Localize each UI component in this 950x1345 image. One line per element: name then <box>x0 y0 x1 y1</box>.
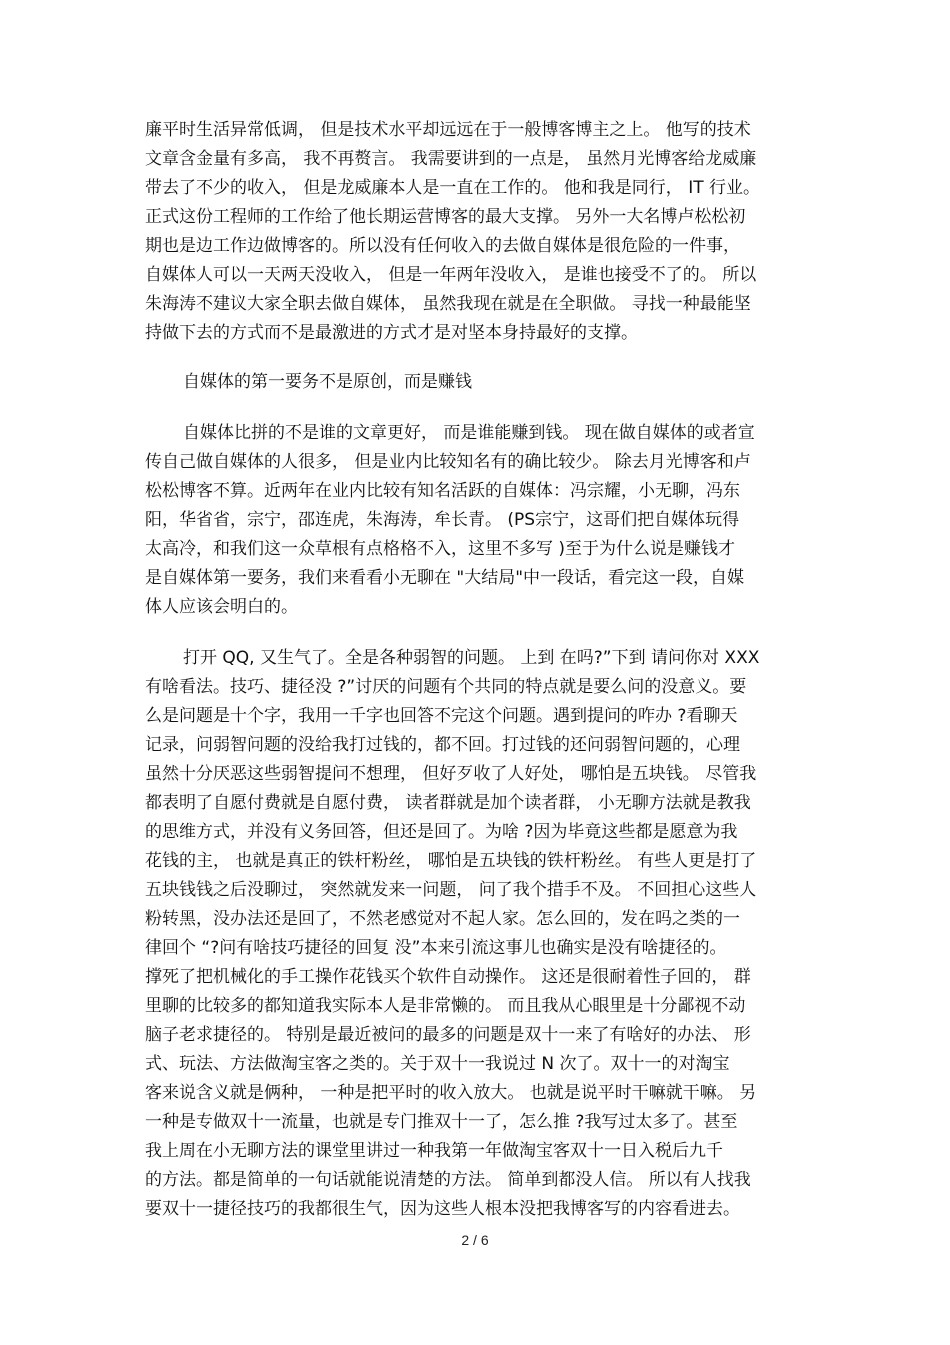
text-line: 撑死了把机械化的手工操作花钱买个软件自动操作。 这还是很耐着性子回的， 群 <box>145 967 751 987</box>
text-line: 朱海涛不建议大家全职去做自媒体， 虽然我现在就是在全职做。 寻找一种最能坚 <box>145 294 751 314</box>
text-line: 一种是专做双十一流量，也就是专门推双十一了，怎么推 ?我写过太多了。甚至 <box>145 1112 738 1132</box>
text-line: 都表明了自愿付费就是自愿付费， 读者群就是加个读者群， 小无聊方法就是教我 <box>145 793 751 813</box>
text-line: 么是问题是十个字，我用一千字也回答不完这个问题。遇到提问的咋办 ?看聊天 <box>145 706 738 726</box>
page-number: 2 / 6 <box>461 1232 489 1248</box>
text-line: 体人应该会明白的。 <box>145 597 298 617</box>
text-line: 虽然十分厌恶这些弱智提问不想理， 但好歹收了人好处， 哪怕是五块钱。 尽管我 <box>145 764 757 784</box>
section-heading: 自媒体的第一要务不是原创，而是赚钱 <box>183 372 472 392</box>
text-line: 文章含金量有多高， 我不再赘言。 我需要讲到的一点是， 虽然月光博客给龙威廉 <box>145 149 757 169</box>
text-line: 脑子老求捷径的。 特别是最近被问的最多的问题是双十一来了有啥好的办法、 形 <box>145 1025 751 1045</box>
text-line: 有啥看法。技巧、捷径没 ?”讨厌的问题有个共同的特点就是要么问的没意义。要 <box>145 677 747 697</box>
text-line: 期也是边工作边做博客的。所以没有任何收入的去做自媒体是很危险的一件事， <box>145 236 740 256</box>
text-line: 花钱的主， 也就是真正的铁杆粉丝， 哪怕是五块钱的铁杆粉丝。 有些人更是打了 <box>145 851 757 871</box>
text-line: 自媒体比拼的不是谁的文章更好， 而是谁能赚到钱。 现在做自媒体的或者宣 <box>183 423 755 443</box>
text-line: 太高冷，和我们这一众草根有点格格不入，这里不多写 )至于为什么说是赚钱才 <box>145 539 736 559</box>
text-line: 自媒体人可以一天两天没收入， 但是一年两年没收入， 是谁也接受不了的。 所以 <box>145 265 757 285</box>
text-line: 的方法。都是简单的一句话就能说清楚的方法。 简单到都没人信。 所以有人找我 <box>145 1170 751 1190</box>
text-line: 式、玩法、方法做淘宝客之类的。关于双十一我说过 N 次了。双十一的对淘宝 <box>145 1054 730 1074</box>
text-line: 打开 QQ, 又生气了。全是各种弱智的问题。 上到 在吗?”下到 请问你对 XXX <box>183 648 760 668</box>
text-line: 粉转黑，没办法还是回了，不然老感觉对不起人家。怎么回的，发在吗之类的一 <box>145 909 740 929</box>
text-line: 传自己做自媒体的人很多， 但是业内比较知名有的确比较少。 除去月光博客和卢 <box>145 452 751 472</box>
text-line: 律回个 “?问有啥技巧捷径的回复 没”本来引流这事儿也确实是没有啥捷径的。 <box>145 938 727 958</box>
text-line: 的思维方式，并没有义务回答，但还是回了。为啥 ?因为毕竟这些都是愿意为我 <box>145 822 738 842</box>
text-line: 客来说含义就是俩种， 一种是把平时的收入放大。 也就是说平时干嘛就干嘛。 另 <box>145 1083 757 1103</box>
text-line: 持做下去的方式而不是最激进的方式才是对坚本身持最好的支撑。 <box>145 323 638 343</box>
text-line: 里聊的比较多的都知道我实际本人是非常懒的。 而且我从心眼里是十分鄙视不动 <box>145 996 746 1016</box>
text-line: 五块钱钱之后没聊过， 突然就发来一问题， 问了我个措手不及。 不回担心这些人 <box>145 880 757 900</box>
text-line: 阳，华省省，宗宁，邵连虎，朱海涛，牟长青。 (PS宗宁，这哥们把自媒体玩得 <box>145 510 740 530</box>
text-line: 廉平时生活异常低调， 但是技术水平却远远在于一般博客博主之上。 他写的技术 <box>145 120 751 140</box>
text-line: 记录，问弱智问题的没给我打过钱的，都不回。打过钱的还问弱智问题的，心理 <box>145 735 740 755</box>
text-line: 正式这份工程师的工作给了他长期运营博客的最大支撑。 另外一大名博卢松松初 <box>145 207 746 227</box>
text-line: 带去了不少的收入， 但是龙威廉本人是一直在工作的。 他和我是同行， IT 行业。 <box>145 178 761 198</box>
text-line: 松松博客不算。近两年在业内比较有知名活跃的自媒体：冯宗耀，小无聊，冯东 <box>145 481 740 501</box>
text-line: 我上周在小无聊方法的课堂里讲过一种我第一年做淘宝客双十一日入税后九千 <box>145 1141 723 1161</box>
text-line: 要双十一捷径技巧的我都很生气，因为这些人根本没把我博客写的内容看进去。 <box>145 1199 740 1219</box>
text-line: 是自媒体第一要务，我们来看看小无聊在 "大结局"中一段话，看完这一段，自媒 <box>145 568 745 588</box>
